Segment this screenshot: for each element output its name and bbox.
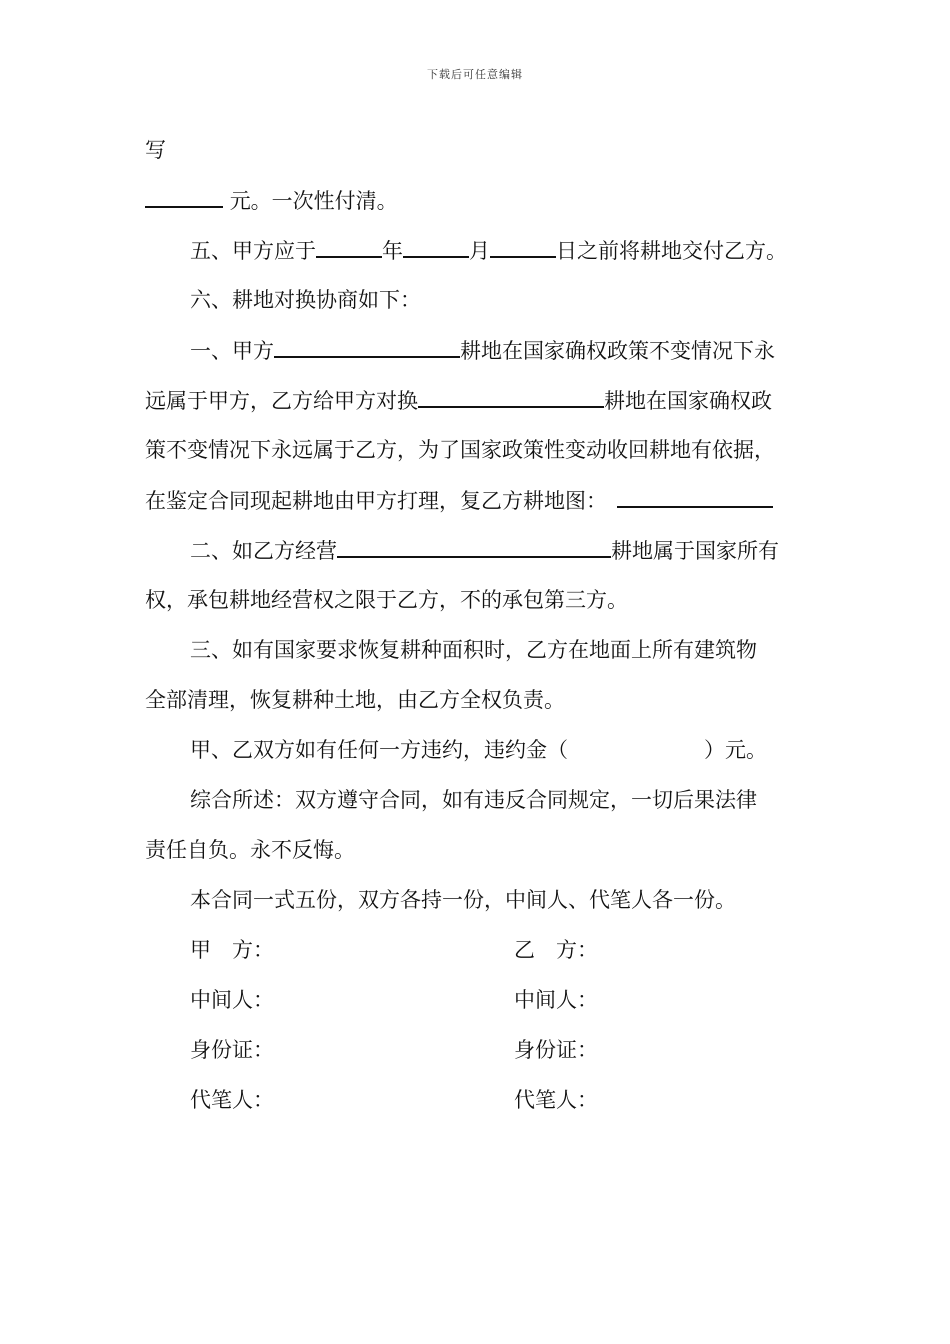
text-fragment: ）元。 [704,738,767,762]
paragraph-line [145,482,825,532]
exchange-land-blank [418,382,604,408]
text-fragment: 耕地属于国家所有 [611,539,779,563]
text-fragment: 本合同一式五份，双方各持一份，中间人、代笔人各一份。 [190,888,736,912]
text-fragment: 二、如乙方经营 [190,539,337,563]
day-blank [490,232,556,258]
text-fragment: 综合所述：双方遵守合同，如有违反合同规定，一切后果法律 [190,788,757,812]
page-header: 下载后可任意编辑 [427,68,523,81]
paragraph-line [145,532,825,582]
paragraph-line [145,882,825,932]
text-fragment: 六、耕地对换协商如下： [190,288,421,312]
text-fragment: 五、甲方应于 [190,239,316,263]
paragraph-line [145,282,825,332]
text-fragment: 一、甲方 [190,339,274,363]
intermediary-right-label: 中间人： [514,988,598,1012]
year-blank [316,232,382,258]
text-fragment: 月 [469,239,490,263]
writer-right-label: 代笔人： [514,1088,598,1112]
text-fragment: 远属于甲方，乙方给甲方对换 [145,389,418,413]
paragraph-line [145,782,825,832]
text-fragment: 全部清理，恢复耕种土地，由乙方全权负责。 [145,688,565,712]
intermediary-left-label: 中间人： [190,988,274,1012]
id-right-label: 身份证： [514,1038,598,1062]
paragraph-line [145,432,825,482]
paragraph-line [145,582,825,632]
paragraph-line [145,132,825,182]
text-fragment: 写 [145,138,166,162]
paragraph-line [145,682,825,732]
signature-row [145,1082,825,1132]
text-fragment: 年 [382,239,403,263]
text-fragment: 在鉴定合同现起耕地由甲方打理，复乙方耕地图： [145,489,607,513]
amount-blank [145,182,223,208]
paragraph-line [145,332,825,382]
party-a-land-blank [274,332,460,358]
text-fragment: 元。一次性付清。 [229,189,398,213]
paragraph-line [145,382,825,432]
paragraph-line [145,632,825,682]
month-blank [403,232,469,258]
text-fragment: 三、如有国家要求恢复耕种面积时，乙方在地面上所有建筑物 [190,638,757,662]
id-left-label: 身份证： [190,1038,274,1062]
contract-body [145,132,825,1132]
paragraph-line [145,732,825,782]
signature-row [145,932,825,982]
text-fragment: 耕地在国家确权政策不变情况下永 [460,339,775,363]
signature-row [145,1032,825,1082]
paragraph-line [145,182,825,232]
paragraph-line [145,232,825,282]
party-a-label: 甲 方： [190,938,274,962]
party-b-land-blank [337,532,611,558]
writer-left-label: 代笔人： [190,1088,274,1112]
text-fragment: 甲、乙双方如有任何一方违约，违约金（ [190,738,568,762]
text-fragment: 权，承包耕地经营权之限于乙方，不的承包第三方。 [145,588,628,612]
text-fragment: 责任自负。永不反悔。 [145,838,355,862]
text-fragment: 策不变情况下永远属于乙方，为了国家政策性变动收回耕地有依据， [145,438,775,462]
party-b-label: 乙 方： [514,938,598,962]
land-map-blank [617,482,773,508]
signature-row [145,982,825,1032]
text-fragment: 日之前将耕地交付乙方。 [556,239,787,263]
paragraph-line [145,832,825,882]
text-fragment: 耕地在国家确权政 [604,389,772,413]
